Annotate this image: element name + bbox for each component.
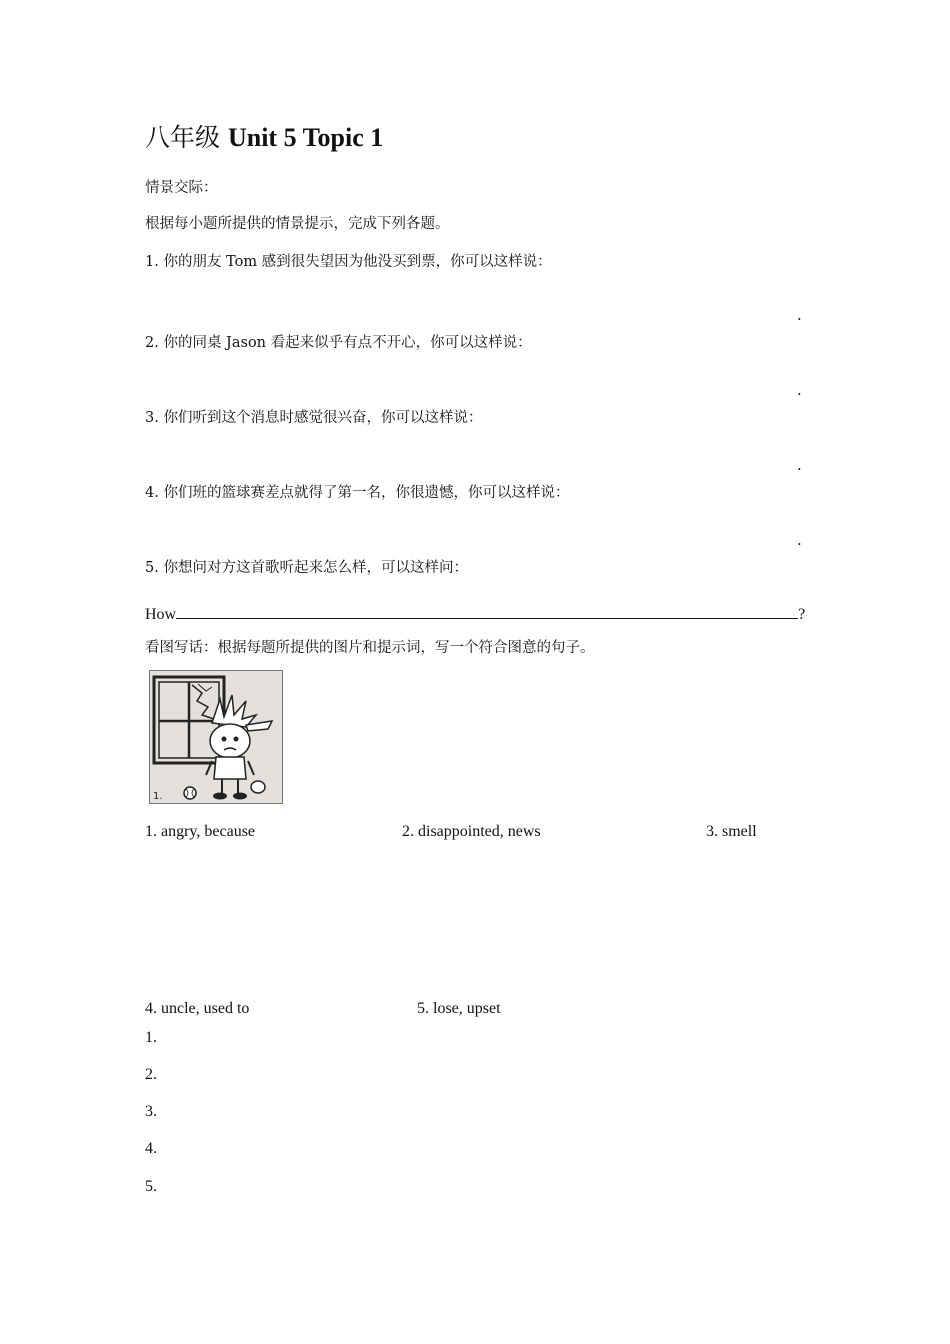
page-title [145,118,383,154]
title-cn: 八年级 [145,123,228,152]
answer-number-1: 1. [145,1029,157,1046]
boy-broken-window-illustration [150,671,282,803]
answer-blank[interactable] [176,604,798,619]
answer-number-3: 3. [145,1103,157,1120]
answer-end-mark: . [797,306,802,324]
how-prefix: How [145,606,177,623]
cartoon-picture [149,670,283,804]
answer-end-mark: . [797,381,802,399]
hint-1: 1. angry, because [145,823,256,840]
question-2: 2. 你的同桌 Jason 看起来似乎有点不开心，你可以这样说： [145,335,532,351]
section2-instruction: 看图写话：根据每题所提供的图片和提示词，写一个符合图意的句子。 [145,640,595,656]
answer-number-5: 5. [145,1178,157,1195]
question-3: 3. 你们听到这个消息时感觉很兴奋，你可以这样说： [145,410,483,426]
hint-2: 2. disappointed, news [402,823,541,840]
answer-number-2: 2. [145,1066,157,1083]
title-en: Unit 5 Topic 1 [227,123,384,152]
picture-number-label: 1. [153,791,163,802]
hint-5: 5. lose, upset [417,1000,501,1017]
question-4: 4. 你们班的篮球赛差点就得了第一名，你很遗憾，你可以这样说： [145,485,570,501]
answer-number-4: 4. [145,1140,157,1157]
answer-end-mark: . [797,456,802,474]
section1-heading: 情景交际： [145,180,218,196]
question-1: 1. 你的朋友 Tom 感到很失望因为他没买到票，你可以这样说： [145,254,552,270]
section1-instruction: 根据每小题所提供的情景提示，完成下列各题。 [145,216,450,232]
answer-end-mark: . [797,531,802,549]
question-5: 5. 你想问对方这首歌听起来怎么样，可以这样问： [145,560,468,576]
hint-3: 3. smell [706,823,757,840]
how-answer-line [145,604,805,624]
how-suffix: ? [798,606,806,623]
hint-4: 4. uncle, used to [145,1000,250,1017]
